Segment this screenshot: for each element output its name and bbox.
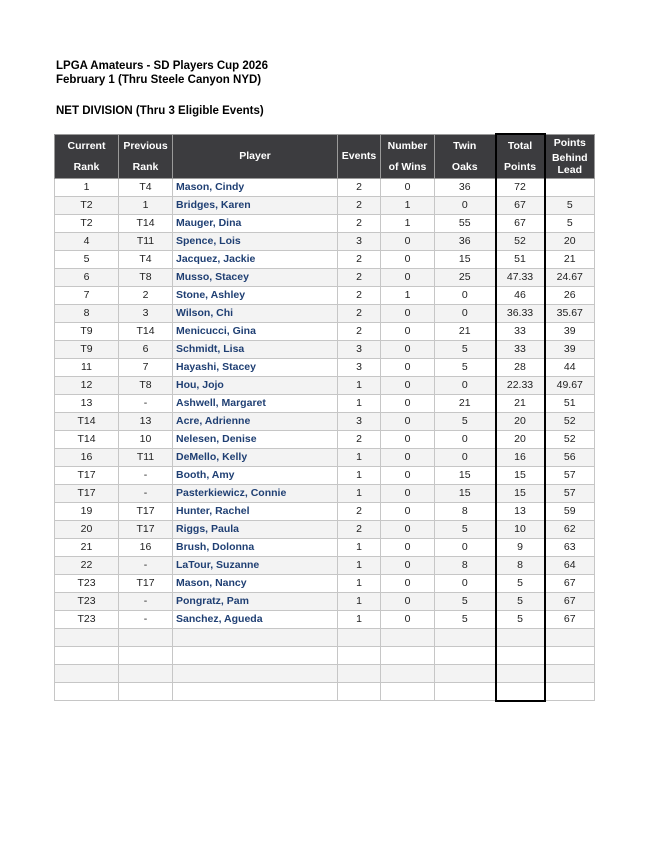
player-name: Acre, Adrienne (173, 412, 338, 430)
events (338, 628, 381, 646)
wins: 0 (381, 322, 435, 340)
previous-rank: - (119, 484, 173, 502)
events: 2 (338, 250, 381, 268)
total-points: 5 (496, 574, 545, 592)
player-name: Hayashi, Stacey (173, 358, 338, 376)
twin-oaks (435, 664, 496, 682)
wins: 0 (381, 394, 435, 412)
player-name: Jacquez, Jackie (173, 250, 338, 268)
player-name: LaTour, Suzanne (173, 556, 338, 574)
table-row (55, 664, 595, 682)
table-row (55, 682, 595, 701)
current-rank: T2 (55, 214, 119, 232)
events: 2 (338, 322, 381, 340)
total-points: 15 (496, 466, 545, 484)
events: 1 (338, 376, 381, 394)
col-previous-rank: Previous Rank (119, 134, 173, 178)
points-behind: 39 (545, 322, 595, 340)
player-name: Nelesen, Denise (173, 430, 338, 448)
current-rank: 19 (55, 502, 119, 520)
events: 1 (338, 466, 381, 484)
wins: 0 (381, 592, 435, 610)
player-name: Brush, Dolonna (173, 538, 338, 556)
previous-rank: T4 (119, 250, 173, 268)
events: 1 (338, 448, 381, 466)
current-rank: T23 (55, 610, 119, 628)
events: 2 (338, 178, 381, 196)
player-name (173, 664, 338, 682)
table-row (55, 232, 595, 250)
twin-oaks: 0 (435, 304, 496, 322)
points-behind: 67 (545, 592, 595, 610)
player-name: Bridges, Karen (173, 196, 338, 214)
points-behind: 59 (545, 502, 595, 520)
twin-oaks: 0 (435, 196, 496, 214)
twin-oaks: 5 (435, 592, 496, 610)
twin-oaks: 0 (435, 448, 496, 466)
twin-oaks: 5 (435, 358, 496, 376)
current-rank: T14 (55, 430, 119, 448)
current-rank (55, 646, 119, 664)
player-name: Wilson, Chi (173, 304, 338, 322)
previous-rank: T8 (119, 268, 173, 286)
events (338, 682, 381, 701)
points-behind (545, 178, 595, 196)
player-name: Spence, Lois (173, 232, 338, 250)
total-points: 67 (496, 196, 545, 214)
previous-rank: T11 (119, 448, 173, 466)
total-points: 5 (496, 592, 545, 610)
wins (381, 628, 435, 646)
points-behind: 39 (545, 340, 595, 358)
table-row (55, 556, 595, 574)
total-points: 47.33 (496, 268, 545, 286)
events: 1 (338, 394, 381, 412)
points-behind: 51 (545, 394, 595, 412)
table-row (55, 520, 595, 538)
table-row (55, 358, 595, 376)
events: 1 (338, 484, 381, 502)
twin-oaks: 15 (435, 466, 496, 484)
wins: 0 (381, 232, 435, 250)
table-row (55, 628, 595, 646)
events: 1 (338, 538, 381, 556)
twin-oaks (435, 682, 496, 701)
current-rank: T9 (55, 322, 119, 340)
events: 2 (338, 286, 381, 304)
wins: 0 (381, 178, 435, 196)
total-points: 16 (496, 448, 545, 466)
total-points: 52 (496, 232, 545, 250)
current-rank: 13 (55, 394, 119, 412)
standings-date: February 1 (Thru Steele Canyon NYD) (56, 74, 262, 86)
table-row (55, 610, 595, 628)
player-name (173, 682, 338, 701)
twin-oaks: 15 (435, 250, 496, 268)
table-row (55, 592, 595, 610)
previous-rank: T4 (119, 178, 173, 196)
twin-oaks: 55 (435, 214, 496, 232)
total-points: 9 (496, 538, 545, 556)
total-points: 33 (496, 340, 545, 358)
current-rank: 21 (55, 538, 119, 556)
player-name: Pongratz, Pam (173, 592, 338, 610)
player-name: DeMello, Kelly (173, 448, 338, 466)
current-rank: 11 (55, 358, 119, 376)
previous-rank (119, 646, 173, 664)
twin-oaks (435, 628, 496, 646)
current-rank: 20 (55, 520, 119, 538)
events: 1 (338, 610, 381, 628)
player-name: Menicucci, Gina (173, 322, 338, 340)
points-behind: 5 (545, 196, 595, 214)
wins: 0 (381, 340, 435, 358)
points-behind (545, 682, 595, 701)
table-row (55, 196, 595, 214)
player-name: Riggs, Paula (173, 520, 338, 538)
total-points: 22.33 (496, 376, 545, 394)
wins: 0 (381, 304, 435, 322)
points-behind: 57 (545, 484, 595, 502)
current-rank: T23 (55, 574, 119, 592)
total-points: 67 (496, 214, 545, 232)
table-row (55, 574, 595, 592)
events: 3 (338, 232, 381, 250)
points-behind (545, 664, 595, 682)
points-behind: 56 (545, 448, 595, 466)
standings-title: LPGA Amateurs - SD Players Cup 2026 (56, 60, 268, 72)
twin-oaks: 5 (435, 520, 496, 538)
points-behind (545, 628, 595, 646)
previous-rank: 1 (119, 196, 173, 214)
wins: 0 (381, 466, 435, 484)
events: 1 (338, 574, 381, 592)
points-behind: 26 (545, 286, 595, 304)
wins: 1 (381, 214, 435, 232)
points-behind: 5 (545, 214, 595, 232)
col-total-points: Total Points (496, 134, 545, 178)
previous-rank: T17 (119, 574, 173, 592)
previous-rank: 6 (119, 340, 173, 358)
points-behind: 24.67 (545, 268, 595, 286)
points-behind: 52 (545, 430, 595, 448)
current-rank: 5 (55, 250, 119, 268)
previous-rank (119, 664, 173, 682)
col-player: Player (173, 134, 338, 178)
table-row (55, 646, 595, 664)
previous-rank: 7 (119, 358, 173, 376)
twin-oaks: 0 (435, 430, 496, 448)
total-points: 28 (496, 358, 545, 376)
player-name: Mason, Cindy (173, 178, 338, 196)
wins (381, 664, 435, 682)
previous-rank: T17 (119, 502, 173, 520)
player-name: Stone, Ashley (173, 286, 338, 304)
twin-oaks: 5 (435, 610, 496, 628)
wins: 0 (381, 412, 435, 430)
total-points (496, 646, 545, 664)
player-name: Booth, Amy (173, 466, 338, 484)
player-name: Hunter, Rachel (173, 502, 338, 520)
twin-oaks: 5 (435, 340, 496, 358)
points-behind: 63 (545, 538, 595, 556)
player-name: Musso, Stacey (173, 268, 338, 286)
wins: 0 (381, 448, 435, 466)
points-behind (545, 646, 595, 664)
current-rank: 22 (55, 556, 119, 574)
table-row (55, 250, 595, 268)
table-row (55, 214, 595, 232)
player-name (173, 628, 338, 646)
current-rank: T17 (55, 466, 119, 484)
table-row (55, 484, 595, 502)
events: 3 (338, 412, 381, 430)
previous-rank: T8 (119, 376, 173, 394)
wins: 0 (381, 376, 435, 394)
events: 3 (338, 340, 381, 358)
wins: 0 (381, 268, 435, 286)
table-row (55, 178, 595, 196)
current-rank: 1 (55, 178, 119, 196)
points-behind: 62 (545, 520, 595, 538)
current-rank: T2 (55, 196, 119, 214)
twin-oaks: 15 (435, 484, 496, 502)
current-rank: 12 (55, 376, 119, 394)
events: 2 (338, 430, 381, 448)
table-row (55, 340, 595, 358)
total-points: 36.33 (496, 304, 545, 322)
previous-rank: T14 (119, 322, 173, 340)
wins: 1 (381, 286, 435, 304)
events: 1 (338, 592, 381, 610)
table-row (55, 322, 595, 340)
current-rank: 16 (55, 448, 119, 466)
division-heading: NET DIVISION (Thru 3 Eligible Events) (56, 105, 264, 117)
wins (381, 682, 435, 701)
wins: 0 (381, 484, 435, 502)
previous-rank: T17 (119, 520, 173, 538)
current-rank: 4 (55, 232, 119, 250)
wins: 0 (381, 430, 435, 448)
events: 2 (338, 214, 381, 232)
wins: 0 (381, 538, 435, 556)
previous-rank: T14 (119, 214, 173, 232)
total-points: 20 (496, 412, 545, 430)
events: 2 (338, 304, 381, 322)
table-row (55, 376, 595, 394)
previous-rank (119, 628, 173, 646)
events: 2 (338, 502, 381, 520)
twin-oaks: 36 (435, 178, 496, 196)
total-points: 8 (496, 556, 545, 574)
table-row (55, 466, 595, 484)
total-points: 72 (496, 178, 545, 196)
wins: 0 (381, 358, 435, 376)
points-behind: 52 (545, 412, 595, 430)
events (338, 664, 381, 682)
table-row (55, 538, 595, 556)
previous-rank: - (119, 592, 173, 610)
col-events: Events (338, 134, 381, 178)
total-points (496, 682, 545, 701)
player-name: Mauger, Dina (173, 214, 338, 232)
player-name: Schmidt, Lisa (173, 340, 338, 358)
player-name: Mason, Nancy (173, 574, 338, 592)
current-rank: 8 (55, 304, 119, 322)
twin-oaks (435, 646, 496, 664)
table-row (55, 394, 595, 412)
total-points: 13 (496, 502, 545, 520)
total-points: 15 (496, 484, 545, 502)
wins: 0 (381, 502, 435, 520)
player-name (173, 646, 338, 664)
col-points-behind-lead: Points Behind Lead (545, 134, 595, 178)
current-rank: 6 (55, 268, 119, 286)
current-rank (55, 628, 119, 646)
current-rank: T9 (55, 340, 119, 358)
events: 1 (338, 556, 381, 574)
previous-rank: 16 (119, 538, 173, 556)
previous-rank: 2 (119, 286, 173, 304)
total-points: 33 (496, 322, 545, 340)
current-rank: T14 (55, 412, 119, 430)
standings-table (54, 133, 595, 702)
total-points: 10 (496, 520, 545, 538)
previous-rank: 13 (119, 412, 173, 430)
player-name: Pasterkiewicz, Connie (173, 484, 338, 502)
twin-oaks: 21 (435, 322, 496, 340)
points-behind: 67 (545, 610, 595, 628)
table-row (55, 304, 595, 322)
table-row (55, 286, 595, 304)
twin-oaks: 8 (435, 556, 496, 574)
previous-rank: 10 (119, 430, 173, 448)
events: 2 (338, 520, 381, 538)
previous-rank: - (119, 394, 173, 412)
events: 3 (338, 358, 381, 376)
twin-oaks: 0 (435, 376, 496, 394)
points-behind: 35.67 (545, 304, 595, 322)
col-current-rank: Current Rank (55, 134, 119, 178)
current-rank (55, 682, 119, 701)
total-points (496, 664, 545, 682)
total-points: 51 (496, 250, 545, 268)
current-rank: T23 (55, 592, 119, 610)
previous-rank: 3 (119, 304, 173, 322)
twin-oaks: 36 (435, 232, 496, 250)
player-name: Ashwell, Margaret (173, 394, 338, 412)
twin-oaks: 0 (435, 574, 496, 592)
twin-oaks: 8 (435, 502, 496, 520)
previous-rank (119, 682, 173, 701)
current-rank: T17 (55, 484, 119, 502)
wins: 0 (381, 574, 435, 592)
points-behind: 21 (545, 250, 595, 268)
table-row (55, 430, 595, 448)
points-behind: 64 (545, 556, 595, 574)
col-number-of-wins: Number of Wins (381, 134, 435, 178)
table-row (55, 448, 595, 466)
table-row (55, 412, 595, 430)
total-points: 5 (496, 610, 545, 628)
total-points: 21 (496, 394, 545, 412)
points-behind: 57 (545, 466, 595, 484)
total-points (496, 628, 545, 646)
previous-rank: - (119, 466, 173, 484)
wins: 0 (381, 610, 435, 628)
twin-oaks: 0 (435, 286, 496, 304)
twin-oaks: 25 (435, 268, 496, 286)
previous-rank: T11 (119, 232, 173, 250)
player-name: Sanchez, Agueda (173, 610, 338, 628)
wins: 0 (381, 520, 435, 538)
previous-rank: - (119, 610, 173, 628)
points-behind: 44 (545, 358, 595, 376)
points-behind: 67 (545, 574, 595, 592)
wins (381, 646, 435, 664)
player-name: Hou, Jojo (173, 376, 338, 394)
events: 2 (338, 268, 381, 286)
events: 2 (338, 196, 381, 214)
points-behind: 49.67 (545, 376, 595, 394)
current-rank: 7 (55, 286, 119, 304)
previous-rank: - (119, 556, 173, 574)
current-rank (55, 664, 119, 682)
twin-oaks: 0 (435, 538, 496, 556)
total-points: 46 (496, 286, 545, 304)
wins: 0 (381, 250, 435, 268)
points-behind: 20 (545, 232, 595, 250)
wins: 0 (381, 556, 435, 574)
col-twin-oaks: Twin Oaks (435, 134, 496, 178)
twin-oaks: 5 (435, 412, 496, 430)
total-points: 20 (496, 430, 545, 448)
table-row (55, 268, 595, 286)
wins: 1 (381, 196, 435, 214)
events (338, 646, 381, 664)
twin-oaks: 21 (435, 394, 496, 412)
table-row (55, 502, 595, 520)
